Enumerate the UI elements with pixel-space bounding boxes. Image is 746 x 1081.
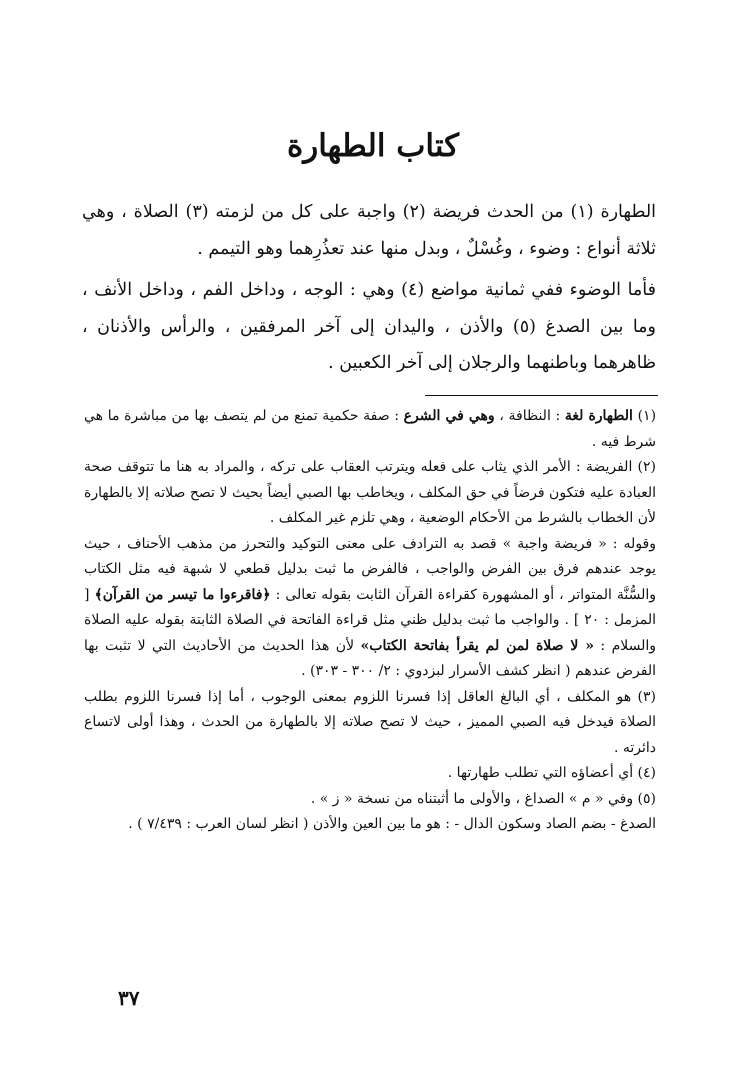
hadith-quote: « لا صلاة لمن لم يقرأ بفاتحة الكتاب» — [360, 637, 594, 654]
footnote-5-continued: الصدغ - بضم الصاد وسكون الدال - : هو ما بين العين والأذن ( انظر لسان العرب : ٧/٤٣٩ ) . — [128, 816, 656, 832]
footnote-2-text-c: لأن هذا الحديث من الأحاديث التي لا تثبت بها الفرض عندهم ( انظر كشف الأسرار لبزدوي : ٢/ ٣٠٠ - ٣٠٣) . — [84, 637, 656, 679]
footnote-1-text-b: : صفة حكمية تمنع من لم يتصف بها من مباشرة ما هي شرط فيه . — [84, 408, 656, 450]
footnote-1-term-language: الطهارة لغة — [564, 408, 633, 424]
footnote-1-term-sharia: وهي في الشرع — [403, 408, 495, 424]
chapter-title: كتاب الطهارة — [287, 127, 459, 164]
footnote-1 — [84, 404, 656, 455]
paragraph-wudu-places: فأما الوضوء ففي ثمانية مواضع (٤) وهي : الوجه ، وداخل الفم ، وداخل الأنف ، وما بين الصدغ (٥) والأذن ، واليدان إلى آخر المرفقين ، والرأس والأذنان ، ظاهرهما وباطنهما والرجلان إلى آخر الكعبين . — [82, 280, 657, 373]
paragraph-purification-types: الطهارة (١) من الحدث فريضة (٢) واجبة على كل من لزمته (٣) الصلاة ، وهي ثلاثة أنواع : وضوء ، وغُسْلٌ ، وبدل منها عند تعذُرِهما وهو التيمم . — [82, 202, 657, 259]
footnote-2-text-a: وقوله : « فريضة واجبة » قصد به الترادف على معنى التوكيد والتحرز من مذهب الأحناف ، حيث يوجد عندهم فرق بين الفرض والواجب ، فالفرض ما ثبت بدليل قطعي لا شبهة فيه مثل الكتاب والسُّنَّة المتواتر ، أو المشهورة كقراءة القرآن الثابت بقوله تعالى : — [84, 535, 657, 603]
footnote-2-text-b: [ المزمل : ٢٠ ] . والواجب ما ثبت بدليل ظني مثل قراءة الفاتحة في الصلاة الثابتة بقوله عليه الصلاة والسلام : — [84, 586, 656, 654]
page-number: ٣٧ — [118, 986, 140, 1010]
footnote-2-continued — [84, 532, 656, 685]
footnote-1-number: (١) — [637, 408, 657, 424]
footnote-5: (٥) وفي « م » الصداغ ، والأولى ما أثبتناه من نسخة « ز » . — [310, 790, 656, 807]
main-text — [82, 194, 656, 387]
footnotes — [84, 404, 656, 838]
footnote-3: (٣) هو المكلف ، أي البالغ العاقل إذا فسرنا اللزوم بمعنى الوجوب ، أما إذا فسرنا اللزوم بطلب الصلاة فيدخل فيه الصبي المميز ، حيث لا تصح صلاته إلا بالطهارة من الحدث ، وهذا أولى لاتساع دائرته . — [84, 688, 656, 756]
footnote-2: (٢) الفريضة : الأمر الذي يثاب على فعله ويترتب العقاب على تركه ، والمراد به هنا ما تتوقف صحة العبادة عليه فتكون فرضاً في حق المكلف ، ويخاطب بها الصبي أيضاً بحيث لا تصح صلاته إلا بالطهارة لأن الخطاب بالشرط من الأحكام الوضعية ، وهي تلزم غير المكلف . — [84, 459, 656, 526]
footnote-4: (٤) أي أعضاؤه التي تطلب طهارتها . — [447, 765, 656, 781]
footnote-separator — [425, 395, 658, 396]
quran-verse: ﴿فاقرءوا ما تيسر من القرآن﴾ — [94, 586, 271, 603]
footnote-1-text-a: : النظافة ، — [499, 408, 561, 424]
